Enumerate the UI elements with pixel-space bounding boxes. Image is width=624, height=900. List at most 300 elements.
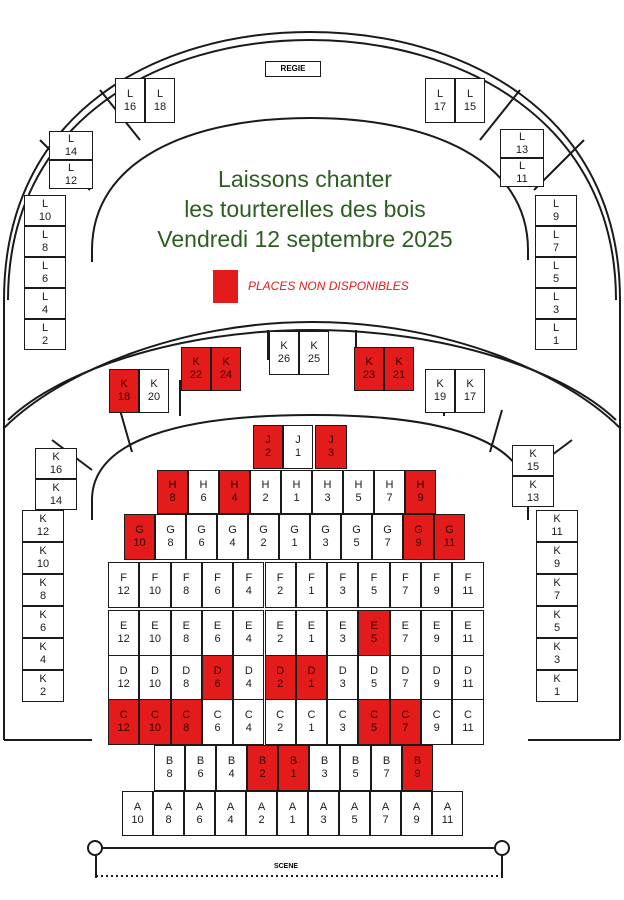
seat-E7[interactable]: [390, 610, 421, 656]
seat-L9[interactable]: [535, 195, 577, 226]
seat-row-label: K: [52, 450, 60, 463]
seat-K3[interactable]: [536, 638, 578, 670]
seat-row-label: G: [197, 524, 206, 536]
seat-number-label: 8: [169, 492, 176, 504]
seat-H5[interactable]: [343, 470, 374, 514]
seat-K10[interactable]: [22, 542, 64, 574]
seat-row-label: K: [365, 356, 373, 368]
seat-row-label: C: [182, 709, 191, 721]
seat-number-label: 10: [148, 678, 162, 690]
seat-number-label: 18: [153, 100, 167, 113]
seat-row-label: A: [288, 800, 297, 813]
seat-K22[interactable]: [181, 347, 211, 391]
seat-F10[interactable]: [139, 562, 170, 608]
seat-D12[interactable]: [108, 655, 139, 701]
seat-number-label: 9: [417, 492, 424, 504]
seat-A1[interactable]: [277, 791, 308, 836]
seat-number-label: 8: [167, 537, 174, 549]
seat-number-label: 7: [553, 590, 561, 602]
seat-number-label: 10: [148, 722, 162, 734]
seat-row-label: C: [338, 709, 347, 721]
seat-number-label: 5: [370, 678, 378, 690]
seat-L11[interactable]: [500, 158, 544, 187]
seat-B1[interactable]: [278, 745, 309, 791]
seat-row-label: H: [261, 479, 270, 491]
seat-L1[interactable]: [535, 319, 577, 350]
seat-C5[interactable]: [358, 699, 389, 745]
seat-D1[interactable]: [296, 655, 327, 701]
seat-C2[interactable]: [265, 699, 296, 745]
seat-L15[interactable]: [455, 78, 485, 123]
seat-E11[interactable]: [452, 610, 483, 656]
seat-row-label: B: [258, 755, 267, 767]
seat-C8[interactable]: [171, 699, 202, 745]
seat-E3[interactable]: [327, 610, 358, 656]
seat-G11[interactable]: [434, 514, 465, 560]
seat-number-label: 9: [433, 722, 440, 734]
seat-number-label: 5: [552, 272, 560, 285]
seat-F4[interactable]: [233, 562, 264, 608]
seat-number-label: 11: [462, 722, 474, 734]
seat-F3[interactable]: [327, 562, 358, 608]
seat-F12[interactable]: [108, 562, 139, 608]
seat-number-label: 7: [402, 633, 409, 645]
seat-number-label: 11: [462, 585, 474, 597]
seat-K24[interactable]: [211, 347, 241, 391]
seat-row-label: L: [126, 87, 134, 100]
seat-G7[interactable]: [372, 514, 403, 560]
seat-row-label: L: [41, 259, 49, 272]
seat-number-label: 7: [552, 241, 560, 254]
seat-row-label: L: [41, 197, 49, 210]
seat-E5[interactable]: [358, 610, 389, 656]
seat-H8[interactable]: [157, 470, 188, 514]
seat-row-label: K: [39, 577, 47, 589]
seat-F5[interactable]: [358, 562, 389, 608]
seat-A4[interactable]: [215, 791, 246, 836]
seat-A11[interactable]: [432, 791, 463, 836]
seat-K19[interactable]: [425, 369, 455, 413]
seat-J2[interactable]: [253, 425, 283, 469]
seat-number-label: 8: [166, 768, 173, 780]
seat-row-label: K: [310, 340, 318, 352]
seat-L8[interactable]: [24, 226, 66, 257]
seat-number-label: 3: [339, 633, 346, 645]
seat-number-label: 20: [147, 391, 161, 403]
seat-G1[interactable]: [279, 514, 310, 560]
seat-B7[interactable]: [371, 745, 402, 791]
seat-number-label: 6: [214, 633, 221, 645]
seat-K13[interactable]: [512, 476, 554, 507]
seat-row-label: K: [39, 609, 47, 621]
seat-row-label: G: [228, 524, 237, 536]
seat-C1[interactable]: [296, 699, 327, 745]
seat-D7[interactable]: [390, 655, 421, 701]
seat-G4[interactable]: [217, 514, 248, 560]
seat-L7[interactable]: [535, 226, 577, 257]
seat-number-label: 3: [324, 492, 331, 504]
seat-L10[interactable]: [24, 195, 66, 226]
seat-K21[interactable]: [384, 347, 414, 391]
seat-number-label: 1: [553, 686, 561, 698]
seat-row-label: F: [151, 572, 159, 584]
seat-G10[interactable]: [124, 514, 155, 560]
seat-number-label: 6: [214, 678, 221, 690]
seat-B9[interactable]: [402, 745, 433, 791]
seat-number-label: 4: [245, 633, 252, 645]
seat-B2[interactable]: [247, 745, 278, 791]
seat-L3[interactable]: [535, 288, 577, 319]
seat-A2[interactable]: [246, 791, 277, 836]
seat-row-label: L: [552, 321, 560, 334]
seat-C7[interactable]: [390, 699, 421, 745]
seat-number-label: 11: [462, 678, 474, 690]
seat-row-label: K: [39, 641, 47, 653]
seat-row-label: K: [529, 447, 537, 460]
seat-H7[interactable]: [374, 470, 405, 514]
seat-E12[interactable]: [108, 610, 139, 656]
seat-C6[interactable]: [202, 699, 233, 745]
seat-K12[interactable]: [22, 510, 64, 542]
seat-E9[interactable]: [421, 610, 452, 656]
seat-row-label: A: [133, 800, 142, 813]
seat-L18[interactable]: [145, 78, 175, 123]
seat-row-label: D: [463, 665, 472, 677]
seat-number-label: 11: [551, 526, 563, 538]
seat-row-label: F: [433, 572, 441, 584]
seat-number-label: 22: [189, 369, 203, 381]
seat-J3[interactable]: [315, 425, 347, 469]
seat-row-label: B: [351, 755, 360, 767]
seat-D3[interactable]: [327, 655, 358, 701]
seat-number-label: 25: [307, 353, 321, 365]
seat-row-label: K: [553, 577, 561, 589]
seat-A7[interactable]: [370, 791, 401, 836]
seat-row-label: L: [41, 290, 49, 303]
seat-E4[interactable]: [233, 610, 264, 656]
seat-K2[interactable]: [22, 670, 64, 702]
seat-row-label: E: [307, 620, 316, 632]
seat-K6[interactable]: [22, 606, 64, 638]
seat-K11[interactable]: [536, 510, 578, 542]
seat-K1[interactable]: [536, 670, 578, 702]
seat-C10[interactable]: [139, 699, 170, 745]
seat-K26[interactable]: [269, 331, 299, 375]
seat-F7[interactable]: [390, 562, 421, 608]
seat-H2[interactable]: [250, 470, 281, 514]
seat-row-label: L: [67, 161, 75, 174]
seat-number-label: 4: [41, 303, 49, 316]
seat-row-label: K: [553, 545, 561, 557]
seat-A10[interactable]: [122, 791, 153, 836]
seat-number-label: 4: [231, 492, 238, 504]
seat-number-label: 9: [552, 210, 560, 223]
seat-G8[interactable]: [155, 514, 186, 560]
seat-F9[interactable]: [421, 562, 452, 608]
seat-D8[interactable]: [171, 655, 202, 701]
seat-row-label: G: [414, 524, 423, 536]
seat-A8[interactable]: [153, 791, 184, 836]
seat-D6[interactable]: [202, 655, 233, 701]
seat-row-label: C: [401, 709, 410, 721]
seat-number-label: 1: [294, 447, 302, 459]
seat-number-label: 2: [277, 633, 284, 645]
seat-row-label: A: [350, 800, 359, 813]
seat-row-label: D: [276, 665, 285, 677]
seat-row-label: K: [150, 378, 158, 390]
seat-A5[interactable]: [339, 791, 370, 836]
seat-number-label: 7: [384, 537, 391, 549]
seat-number-label: 10: [133, 537, 146, 549]
seat-row-label: L: [552, 259, 560, 272]
seat-row-label: K: [553, 609, 561, 621]
seat-number-label: 9: [553, 558, 561, 570]
seat-number-label: 8: [183, 678, 190, 690]
seat-C11[interactable]: [452, 699, 483, 745]
seat-D4[interactable]: [233, 655, 264, 701]
seat-G6[interactable]: [186, 514, 217, 560]
seat-row-label: A: [381, 800, 390, 813]
seat-row-label: G: [259, 524, 268, 536]
seat-row-label: E: [401, 620, 409, 632]
seat-K9[interactable]: [536, 542, 578, 574]
seat-number-label: 5: [370, 722, 378, 734]
seat-number-label: 2: [277, 678, 284, 690]
seat-row-label: A: [226, 800, 235, 813]
seat-row-label: C: [463, 709, 472, 721]
seat-E1[interactable]: [296, 610, 327, 656]
seat-H4[interactable]: [219, 470, 250, 514]
seat-row-label: K: [529, 478, 537, 491]
seat-number-label: 2: [39, 686, 47, 698]
seat-L4[interactable]: [24, 288, 66, 319]
seat-B3[interactable]: [309, 745, 340, 791]
seat-number-label: 3: [339, 678, 346, 690]
seat-number-label: 3: [322, 537, 329, 549]
seat-number-label: 8: [165, 813, 172, 826]
seat-H3[interactable]: [312, 470, 343, 514]
seat-G5[interactable]: [341, 514, 372, 560]
seat-row-label: F: [308, 572, 315, 584]
seat-K18[interactable]: [109, 369, 139, 413]
seat-row-label: C: [276, 709, 285, 721]
seat-number-label: 2: [264, 447, 272, 459]
seat-row-label: A: [257, 800, 266, 813]
seat-number-label: 26: [277, 353, 291, 365]
seat-B4[interactable]: [216, 745, 247, 791]
seat-number-label: 11: [462, 633, 474, 645]
seat-number-label: 8: [183, 722, 190, 734]
seat-number-label: 12: [117, 585, 130, 597]
seat-number-label: 13: [515, 143, 529, 156]
seat-row-label: H: [168, 479, 177, 491]
seat-number-label: 24: [219, 369, 233, 381]
seat-E8[interactable]: [171, 610, 202, 656]
seat-L2[interactable]: [24, 319, 66, 350]
seat-D10[interactable]: [139, 655, 170, 701]
seat-number-label: 3: [553, 654, 561, 666]
seat-number-label: 3: [327, 447, 335, 459]
seat-row-label: G: [290, 524, 299, 536]
seat-number-label: 8: [39, 590, 47, 602]
seat-L16[interactable]: [115, 78, 145, 123]
seat-D9[interactable]: [421, 655, 452, 701]
seat-F8[interactable]: [171, 562, 202, 608]
seat-J1[interactable]: [283, 425, 313, 469]
seat-number-label: 7: [402, 678, 409, 690]
seat-row-label: C: [150, 709, 159, 721]
seat-row-label: L: [518, 159, 526, 172]
seat-row-label: K: [553, 673, 561, 685]
seat-K17[interactable]: [455, 369, 485, 413]
seat-number-label: 12: [117, 633, 130, 645]
seat-number-label: 6: [200, 492, 207, 504]
seat-number-label: 5: [352, 768, 359, 780]
seat-row-label: K: [466, 378, 474, 390]
seat-H9[interactable]: [405, 470, 436, 514]
seat-row-label: E: [245, 620, 253, 632]
seat-number-label: 21: [392, 369, 406, 381]
seat-D2[interactable]: [265, 655, 296, 701]
seat-D11[interactable]: [452, 655, 483, 701]
seat-B6[interactable]: [185, 745, 216, 791]
seat-row-label: A: [412, 800, 421, 813]
seat-K16[interactable]: [35, 448, 77, 479]
seat-number-label: 2: [260, 537, 267, 549]
seat-row-label: B: [413, 755, 422, 767]
seat-number-label: 2: [258, 813, 265, 826]
seat-number-label: 6: [196, 813, 203, 826]
seat-K4[interactable]: [22, 638, 64, 670]
seat-E10[interactable]: [139, 610, 170, 656]
seat-number-label: 12: [36, 526, 50, 538]
seat-K20[interactable]: [139, 369, 169, 413]
seat-L13[interactable]: [500, 129, 544, 158]
seat-number-label: 4: [229, 537, 236, 549]
seat-L14[interactable]: [49, 131, 93, 160]
seat-row-label: L: [552, 228, 560, 241]
seat-number-label: 10: [131, 813, 144, 826]
seat-G3[interactable]: [310, 514, 341, 560]
seat-number-label: 8: [41, 241, 49, 254]
seat-K23[interactable]: [354, 347, 384, 391]
seat-K5[interactable]: [536, 606, 578, 638]
seat-number-label: 19: [433, 391, 447, 403]
seat-K7[interactable]: [536, 574, 578, 606]
seat-row-label: L: [466, 87, 474, 100]
seat-row-label: D: [182, 665, 191, 677]
seat-row-label: H: [292, 479, 301, 491]
seat-row-label: B: [165, 755, 174, 767]
seat-row-label: C: [244, 709, 253, 721]
seat-number-label: 5: [355, 492, 362, 504]
seat-number-label: 6: [198, 537, 205, 549]
seat-E6[interactable]: [202, 610, 233, 656]
seat-number-label: 1: [308, 633, 315, 645]
seat-A3[interactable]: [308, 791, 339, 836]
seat-number-label: 12: [117, 722, 130, 734]
seat-B8[interactable]: [154, 745, 185, 791]
seat-row-label: F: [182, 572, 190, 584]
seat-number-label: 10: [36, 558, 50, 570]
seat-E2[interactable]: [265, 610, 296, 656]
seat-number-label: 4: [245, 722, 252, 734]
seat-G9[interactable]: [403, 514, 434, 560]
seat-number-label: 11: [516, 172, 528, 185]
seat-row-label: D: [119, 665, 128, 677]
seat-F11[interactable]: [452, 562, 483, 608]
seat-number-label: 14: [49, 494, 63, 507]
seat-C9[interactable]: [421, 699, 452, 745]
seat-H6[interactable]: [188, 470, 219, 514]
seat-row-label: E: [370, 620, 378, 632]
seat-C3[interactable]: [327, 699, 358, 745]
seat-number-label: 5: [370, 585, 378, 597]
seat-F6[interactable]: [202, 562, 233, 608]
seat-number-label: 4: [39, 654, 47, 666]
seat-row-label: F: [276, 572, 284, 584]
seat-row-label: E: [182, 620, 190, 632]
seat-A9[interactable]: [401, 791, 432, 836]
seat-number-label: 3: [552, 303, 560, 316]
seat-B5[interactable]: [340, 745, 371, 791]
seat-L6[interactable]: [24, 257, 66, 288]
seat-row-label: D: [338, 665, 347, 677]
seat-K15[interactable]: [512, 445, 554, 476]
seat-row-label: G: [166, 524, 175, 536]
seat-row-label: C: [370, 709, 379, 721]
seat-L12[interactable]: [49, 160, 93, 189]
seat-number-label: 17: [433, 100, 447, 113]
seat-K8[interactable]: [22, 574, 64, 606]
seat-row-label: K: [222, 356, 230, 368]
seat-K25[interactable]: [299, 331, 329, 375]
seat-number-label: 7: [402, 722, 409, 734]
seat-F1[interactable]: [296, 562, 327, 608]
seat-H1[interactable]: [281, 470, 312, 514]
seat-number-label: 5: [553, 622, 561, 634]
seat-A6[interactable]: [184, 791, 215, 836]
seat-row-label: J: [265, 434, 271, 446]
seat-D5[interactable]: [358, 655, 389, 701]
seat-row-label: D: [401, 665, 410, 677]
seat-K14[interactable]: [35, 479, 77, 510]
seat-row-label: D: [150, 665, 159, 677]
seat-row-label: L: [41, 321, 49, 334]
seat-row-label: J: [295, 434, 301, 446]
seat-row-label: B: [382, 755, 391, 767]
seat-number-label: 8: [183, 633, 190, 645]
seat-row-label: F: [464, 572, 472, 584]
seat-number-label: 6: [197, 768, 204, 780]
seat-L5[interactable]: [535, 257, 577, 288]
seat-row-label: C: [307, 709, 316, 721]
seat-row-label: H: [230, 479, 239, 491]
seat-row-label: G: [383, 524, 392, 536]
seat-number-label: 1: [289, 813, 296, 826]
seat-row-label: J: [328, 434, 334, 446]
seat-row-label: F: [401, 572, 409, 584]
seat-L17[interactable]: [425, 78, 455, 123]
stage-label: SCENE: [273, 863, 299, 870]
seat-G2[interactable]: [248, 514, 279, 560]
seat-F2[interactable]: [265, 562, 296, 608]
seat-row-label: K: [280, 340, 288, 352]
seat-number-label: 5: [351, 813, 358, 826]
seat-C12[interactable]: [108, 699, 139, 745]
seat-C4[interactable]: [233, 699, 264, 745]
seat-row-label: E: [276, 620, 284, 632]
